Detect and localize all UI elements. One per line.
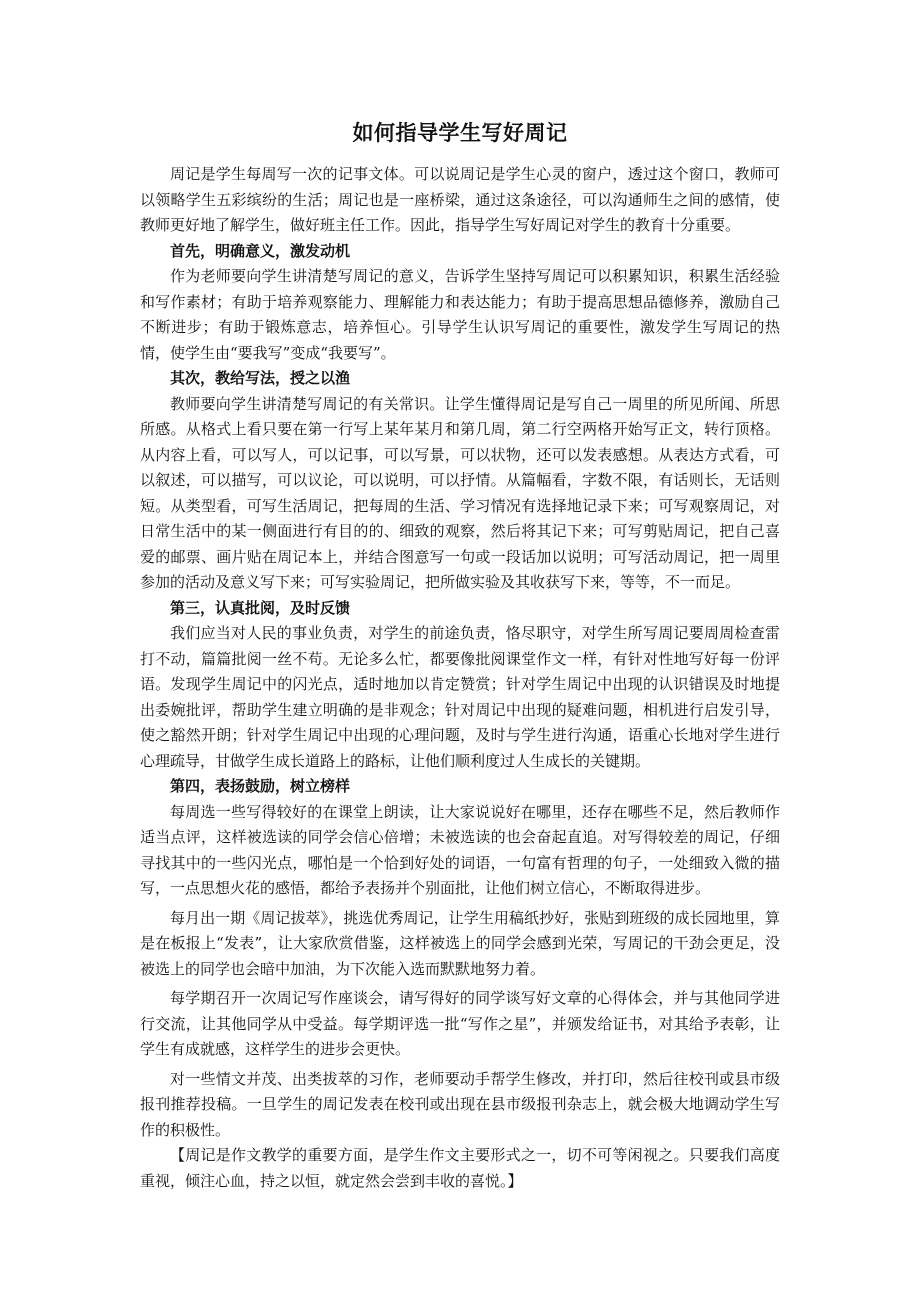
section-heading: 第四，表扬鼓励，树立榜样 (170, 777, 351, 795)
section-paragraph: 每周选一些写得较好的在课堂上朗读，让大家说说好在哪里，还存在哪些不足，然后教师作适当点评，这样被选读的同学会信心倍增；未被选读的也会奋起直追。对写得较差的周记，仔细寻找其中的一些闪光点，哪怕是一个恰到好处的词语，一句富有哲理的句子，一处细致入微的描写，一点思想火花的感悟，都给予表扬并个别面批，让他们树立信心，不断取得进步。 (140, 802, 780, 897)
section-heading: 第三，认真批阅，及时反馈 (170, 598, 351, 617)
section-paragraph: 对一些情文并茂、出类拔萃的习作，老师要动手帮学生修改，并打印，然后往校刊或县市级报刊推荐投稿。一旦学生的周记发表在校刊或出现在县市级报刊杂志上，就会极大地调动学生写作的积极性。 (140, 1069, 780, 1139)
document-title: 如何指导学生写好周记 (352, 121, 568, 145)
section-heading: 其次，教给写法，授之以渔 (170, 369, 351, 387)
document-page (140, 118, 780, 1194)
section-paragraph: 作为老师要向学生讲清楚写周记的意义，告诉学生坚持写周记可以积累知识，积累生活经验和写作素材；有助于培养观察能力、理解能力和表达能力；有助于提高思想品德修养，激励自己不断进步；有助于锻炼意志，培养恒心。引导学生认识写周记的重要性，激发学生写周记的热情，使学生由“要我写”变成“我要写”。 (140, 267, 780, 362)
section-4 (140, 774, 780, 1194)
section-paragraph: 每月出一期《周记拔萃》，挑选优秀周记，让学生用稿纸抄好，张贴到班级的成长园地里，算是在板报上“发表”，让大家欣赏借鉴，这样被选上的同学会感到光荣，写周记的干劲会更足，没被选上的同学也会暗中加油，为下次能入选而默默地努力着。 (140, 908, 780, 978)
section-1 (140, 239, 780, 367)
section-paragraph: 我们应当对人民的事业负责，对学生的前途负责，恪尽职守，对学生所写周记要周周检查雷打不动，篇篇批阅一丝不苟。无论多么忙，都要像批阅课堂作文一样，有针对性地写好每一份评语。发现学生周记中的闪光点，适时地加以肯定赞赏；针对学生周记中出现的认识错误及时地提出委婉批评，帮助学生建立明确的是非观念；针对周记中出现的疑难问题，相机进行启发引导， 使之豁然开朗；针对学生周记中出现的心理问题，及时与学生进行沟通，语重心长地对学生进行心理疏导，甘做学生成长道路上的路标，让他们顺利度过人生成长的关键期。 (140, 624, 780, 770)
intro-paragraph: 周记是学生每周写一次的记事文体。可以说周记是学生心灵的窗户，透过这个窗口，教师可以领略学生五彩缤纷的生活；周记也是一座桥梁，通过这条途径，可以沟通师生之间的感情，使教师更好地了解学生，做好班主任工作。因此，指导学生写好周记对学生的教育十分重要。 (140, 165, 780, 234)
section-paragraph: 教师要向学生讲清楚写周记的有关常识。让学生懂得周记是写自己一周里的所见所闻、所思所感。从格式上看只要在第一行写上某年某月和第几周，第二行空两格开始写正文，转行顶格。从内容上看，可以写人，可以记事，可以写景，可以状物，还可以发表感想。从表达方式看，可以叙述，可以描写，可以议论，可以说明，可以抒情。从篇幅看，字数不限，有话则长，无话则短。从类型看，可写生活周记，把每周的生活、学习情况有选择地记录下来；可写观察周记，对日常生活中的某一侧面进行有目的的、细致的观察，然后将其记下来；可写剪贴周记，把自己喜爱的邮票、画片贴在周记本上，并结合图意写一句或一段话加以说明；可写活动周记，把一周里参加的活动及意义写下来；可写实验周记，把所做实验及其收获写下来，等等，不一而足。 (140, 394, 780, 591)
section-2 (140, 366, 780, 596)
section-heading: 首先，明确意义，激发动机 (170, 241, 351, 260)
closing-note: 【周记是作文教学的重要方面，是学生作文主要形式之一，切不可等闲视之。只要我们高度重视，倾注心血，持之以恒，就定然会尝到丰收的喜悦。】 (140, 1146, 780, 1190)
section-3 (140, 596, 780, 775)
section-paragraph: 每学期召开一次周记写作座谈会，请写得好的同学谈写好文章的心得体会，并与其他同学进行交流，让其他同学从中受益。每学期评选一批“写作之星”，并颁发给证书，对其给予表彰，让学生有成就感，这样学生的进步会更快。 (140, 989, 780, 1058)
